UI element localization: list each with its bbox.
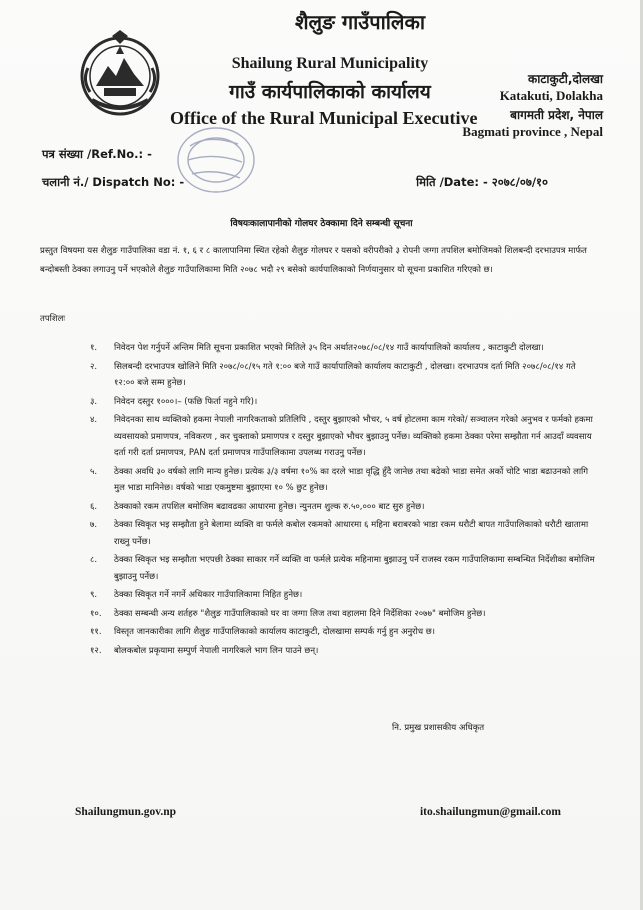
list-item [90,394,595,411]
list-item-number: ४. [90,415,98,425]
list-item-text: विस्तृत जानकारीका लागि शैलुङ गाउँपालिकाको कार्यालय काटाकुटी, दोलखामा सम्पर्क गर्नु हुन अनुरोध छ। [114,627,435,637]
intro-paragraph: प्रस्तुत विषयमा यस शैलुङ गाउँपालिका वडा नं. १, ६ र ८ कालापानिमा स्थित रहेको शैलुङ गोलघर र यसको वरीपरीको ३ रोपनी जग्गा तपशिल बमोजिमको शिलबन्दी दरभाउपत्र मार्फत बन्दोबस्ती ठेक्का लगाउनु पर्ने भएकोले शैलुङ गाउँपालिकामा मिति २०७८ भदौ २९ बसेको कार्यपालिकाको निर्णयानुसार यो सूचना प्रकाशित गरिएको छ। [40,246,587,275]
list-item-text: निवेदनका साथ व्यक्तिको हकमा नेपाली नागरिकताको प्रतिलिपि , दस्तुर बुझाएको भौचर, ५ वर्ष होटलमा काम गरेको/ सञ्चालन गरेको अनुभव र फर्मको हकमा व्यवसायको प्रमाणपत्र, नविकरण , कर चुक्ताको प्रमाणपत्र र दस्तुर बुझाएको भौचर बुझाउनु पर्नेछ। व्यक्तिको हकमा ठेक्का परेमा सम्झौता गर्न आउदाँ व्यवसाय दर्ता गरी दर्ता प्रमाणपत्र, PAN दर्ता प्रमाणपत्र गाउँपालिकामा उपलब्ध गराउनु पर्नेछ। [114,415,593,458]
letter-date: मिति /Date: - २०७८/०७/१० [416,175,548,189]
address-province-nepali: बागमती प्रदेश, नेपाल [510,108,603,122]
list-item-number: ११. [90,627,102,637]
list-item-number: २. [90,361,98,372]
list-item-number: ८. [90,555,98,565]
address-place-english: Katakuti, Dolakha [499,88,603,103]
list-item-text: ठेक्का अवधि ३० वर्षको लागि मान्य हुनेछ। प्रत्येक ३/३ वर्षमा १०% का दरले भाडा वृद्धि हुँदै जानेछ तथा बढेको भाडा समेत अर्को चोटि भाडा बढाउनको लागि मुल भाडा मानिनेछ। वर्षको भाडा एकमुष्टमा बुझाएमा १० % छुट हुनेछ। [114,466,589,493]
list-item-text: सिलबन्दी दरभाउपत्र खोलिने मिति २०७८/०८/१५ गते १:०० बजे गाउँ कार्यापालिको कार्यालय काटाकुटी , दोलखा। दरभाउपत्र दर्ता मिति २०७८/०८/१४ गते १२:०० बजे सम्म हुनेछ। [114,361,576,388]
office-name-nepali: गाउँ कार्यपालिकाको कार्यालय [229,81,431,103]
list-item-text: ठेक्काको रकम तपशिल बमोजिम बढावढका आधारमा हुनेछ। न्युनतम शुल्क रु.५०,००० बाट सुरु हुनेछ। [114,501,425,512]
signatory-title: नि. प्रमुख प्रशासकीय अधिकृत [392,723,485,733]
list-item-number: ९. [90,590,98,600]
list-item-text: ठेक्का सम्बन्धी अन्य शर्तहरु "शैलुङ गाउँपालिकाको घर वा जग्गा लिज तथा वहालमा दिने निर्देशिका २०७७" बमोजिम हुनेछ। [114,608,486,619]
list-item [90,552,595,585]
list-item [90,499,595,516]
list-item-number: १०. [90,608,102,619]
list-item-text: निवेदन पेश गर्नुपर्ने अन्तिम मिति सूचना प्रकाशित भएको मितिले ३५ दिन अर्थात२०७८/०८/१४ गाउँ कार्यापालिको कार्यालय , काटाकुटी दोलखा। [114,343,544,353]
nepal-emblem-icon [74,28,166,120]
conditions-list [90,340,595,661]
list-item [90,606,595,623]
list-item-number: ५. [90,466,98,477]
list-item-number: ६. [90,501,98,512]
municipality-name-english: Shailung Rural Municipality [231,55,429,72]
list-item-text: ठेक्का स्विकृत भइ सम्झौता हुने बेलामा व्यक्ति वा फर्मले कबोल रकमको आधारमा ६ महिना बराबरको भाडा रकम धरौटी बापत गाउँपालिकाको धरौटी खातामा राख्नु पर्नेछ। [114,520,589,547]
list-item [90,412,595,462]
list-item-number: ३. [90,396,98,407]
list-item-text: ठेक्का स्विकृत गर्ने नगर्ने अधिकार गाउँपालिकामा निहित हुनेछ। [114,590,303,600]
list-item [90,624,595,641]
office-name-english: Office of the Rural Municipal Executive [170,108,478,128]
list-item-text: ठेक्का स्विकृत भइ सम्झौता भएपछी ठेक्का साकार गर्ने व्यक्ति वा फर्मले प्रत्येक महिनामा बुझाउनु पर्ने राजस्व रकम गाउँपालिकामा सम्बन्धित निर्देशीका बमोजिम बुझाउनु पर्नेछ। [114,555,595,582]
list-item [90,359,595,392]
dispatch-number: चलानी नं./ Dispatch No: - [42,175,185,189]
list-item [90,340,595,357]
list-item-number: १. [90,343,98,353]
tapsil-label: तपशिलः [40,314,66,324]
footer-website: Shailungmun.gov.np [75,806,177,818]
municipality-name-nepali: शैलुङ गाउँपालिका [294,10,426,34]
subject-line: विषयःकालापानीको गोलघर ठेक्कामा दिने सम्बन्धी सूचना [230,219,413,229]
list-item-number: ७. [90,520,98,530]
list-item [90,587,595,604]
list-item-text: निवेदन दस्तुर १०००।– (फछि फिर्ता नहुने गरि)। [114,396,258,407]
address-province-english: Bagmati province , Nepal [462,124,603,139]
reference-number: पत्र संख्या /Ref.No.: - [42,147,152,161]
list-item-number: १२. [90,645,102,656]
footer-email: ito.shailungmun@gmail.com [419,806,561,818]
list-item-text: बोलकबोल प्रकृयामा सम्पुर्ण नेपाली नागरिकले भाग लिन पाउने छन्। [114,645,319,656]
list-item [90,517,595,550]
list-item [90,643,595,660]
list-item [90,464,595,497]
address-place-nepali: काटाकुटी,दोलखा [528,72,603,86]
